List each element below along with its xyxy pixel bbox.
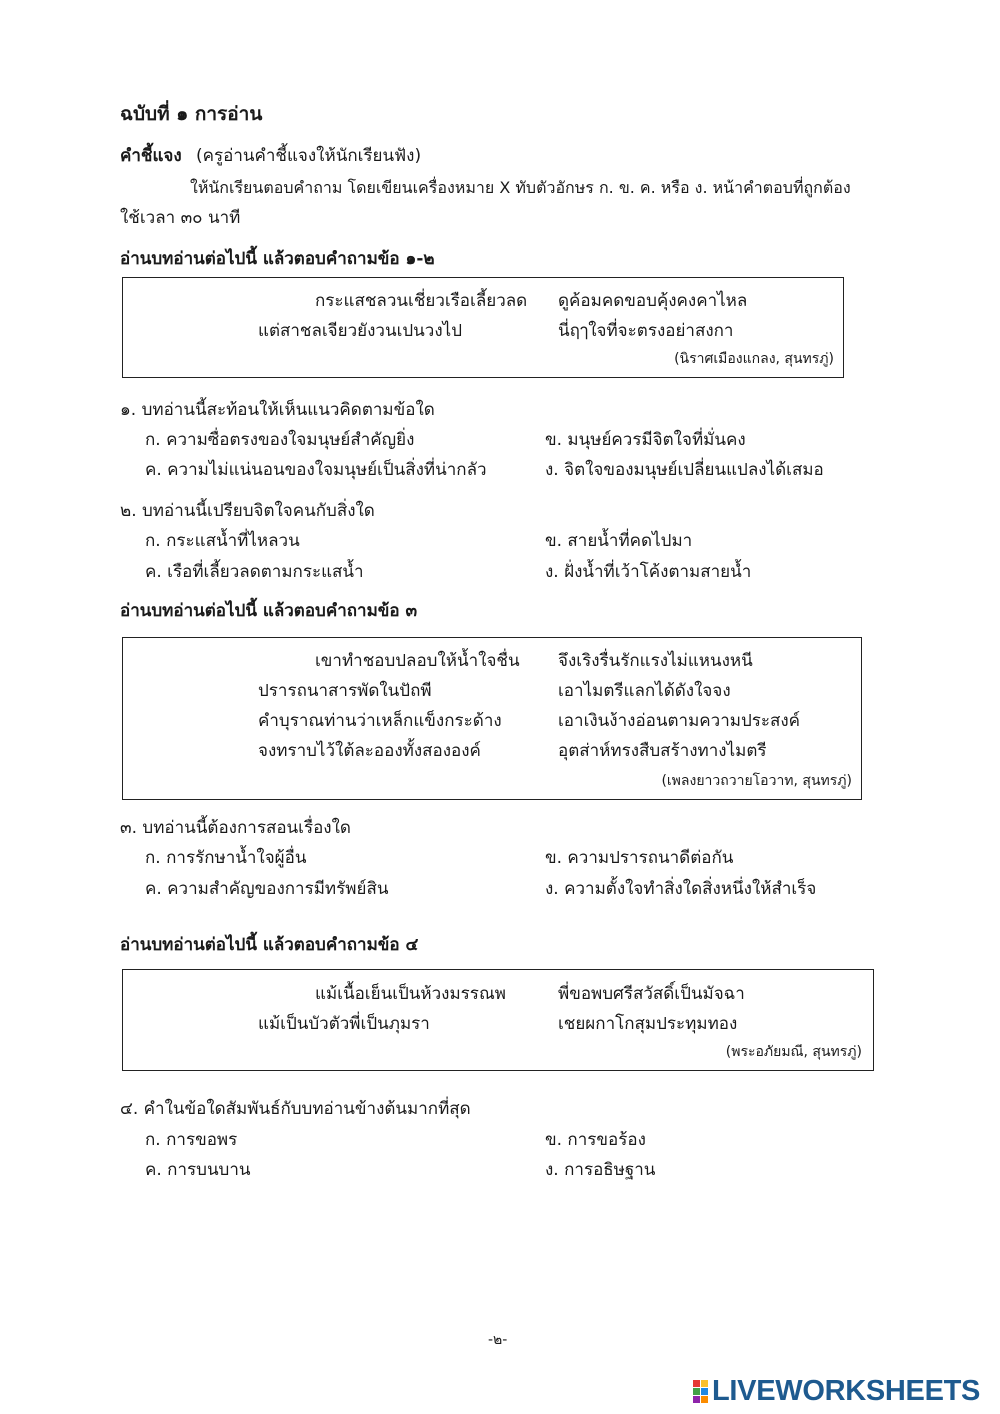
page-title: ฉบับที่ ๑ การอ่าน (120, 103, 263, 125)
poem-3-credit: (พระอภัยมณี, สุนทรภู่) (725, 1044, 862, 1060)
poem-1-line-2-a: แต่สาชลเจียวยังวนเปนวงไป (258, 321, 462, 341)
q1-choice-b[interactable]: ข. มนุษย์ควรมีจิตใจที่มั่นคง (545, 430, 746, 450)
instructions-line-1: ให้นักเรียนตอบคำถาม โดยเขียนเครื่องหมาย X ทับตัวอักษร ก. ข. ค. หรือ ง. หน้าคำตอบที่ถูกต้อง (190, 178, 851, 197)
q4-choice-b[interactable]: ข. การขอร้อง (545, 1130, 646, 1150)
q2-choice-c[interactable]: ค. เรือที่เลี้ยวลดตามกระแสน้ำ (145, 562, 364, 582)
poem-1-line-1-a: กระแสชลวนเชี่ยวเรือเลี้ยวลด (315, 291, 528, 311)
q4-choice-d[interactable]: ง. การอธิษฐาน (545, 1160, 656, 1180)
question-4: ๔. คำในข้อใดสัมพันธ์กับบทอ่านข้างต้นมากที่สุด (120, 1099, 471, 1119)
instructions-line-2: ใช้เวลา ๓๐ นาที (120, 208, 241, 228)
q2-choice-d[interactable]: ง. ฝั่งน้ำที่เว้าโค้งตามสายน้ำ (545, 562, 752, 582)
poem-3-line-2-a: แม้เป็นบัวตัวพี่เป็นภุมรา (258, 1014, 430, 1034)
poem-1-credit: (นิราศเมืองแกลง, สุนทรภู่) (674, 351, 834, 367)
question-1: ๑. บทอ่านนี้สะท้อนให้เห็นแนวคิดตามข้อใด (120, 400, 435, 420)
poem-3-line-1-a: แม้เนื้อเย็นเป็นห้วงมรรณพ (315, 984, 506, 1004)
q4-choice-c[interactable]: ค. การบนบาน (145, 1160, 251, 1180)
poem-2-line-4-a: จงทราบไว้ใต้ละอองทั้งสององค์ (258, 741, 481, 761)
section-1-heading: อ่านบทอ่านต่อไปนี้ แล้วตอบคำถามข้อ ๑-๒ (120, 249, 435, 269)
liveworksheets-logo[interactable] (693, 1376, 980, 1406)
poem-3-line-2-b: เชยผกาโกสุมประทุมทอง (558, 1014, 738, 1034)
q3-choice-d[interactable]: ง. ความตั้งใจทำสิ่งใดสิ่งหนึ่งให้สำเร็จ (545, 879, 817, 899)
question-2: ๒. บทอ่านนี้เปรียบจิตใจคนกับสิ่งใด (120, 501, 375, 521)
poem-2-line-3-b: เอาเงินง้างอ่อนตามความประสงค์ (558, 711, 801, 731)
poem-2-line-2-a: ปรารถนาสารพัดในปัถพี (258, 681, 432, 701)
q3-choice-c[interactable]: ค. ความสำคัญของการมีทรัพย์สิน (145, 879, 389, 899)
q2-choice-b[interactable]: ข. สายน้ำที่คดไปมา (545, 531, 693, 551)
q2-choice-a[interactable]: ก. กระแสน้ำที่ไหลวน (145, 531, 300, 551)
poem-3-line-1-b: พี่ขอพบศรีสวัสดิ์เป็นมัจฉา (558, 984, 745, 1004)
q1-choice-d[interactable]: ง. จิตใจของมนุษย์เปลี่ยนแปลงได้เสมอ (545, 460, 824, 480)
poem-2-line-3-a: คำบุราณท่านว่าเหล็กแข็งกระด้าง (258, 711, 502, 731)
page-number: -๒- (488, 1332, 508, 1348)
poem-2-line-1-b: จึงเริงรื่นรักแรงไม่แหนงหนี (558, 651, 753, 671)
section-2-heading: อ่านบทอ่านต่อไปนี้ แล้วตอบคำถามข้อ ๓ (120, 601, 418, 621)
q1-choice-c[interactable]: ค. ความไม่แน่นอนของใจมนุษย์เป็นสิ่งที่น่ากลัว (145, 460, 487, 480)
poem-1-line-2-b: นี่ฤๅใจที่จะตรงอย่าสงกา (558, 321, 734, 341)
instructions-label: คำชี้แจง (120, 146, 182, 166)
section-3-heading: อ่านบทอ่านต่อไปนี้ แล้วตอบคำถามข้อ ๔ (120, 935, 419, 955)
poem-2-line-2-b: เอาไมตรีแลกได้ดังใจจง (558, 681, 731, 701)
question-3: ๓. บทอ่านนี้ต้องการสอนเรื่องใด (120, 818, 351, 838)
q4-choice-a[interactable]: ก. การขอพร (145, 1130, 238, 1150)
poem-1-line-1-b: ดูค้อมคดขอบคุ้งคงคาไหล (558, 291, 748, 311)
liveworksheets-logo-icon (693, 1380, 708, 1403)
poem-2-line-1-a: เขาทำชอบปลอบให้น้ำใจชื่น (315, 651, 520, 671)
q3-choice-b[interactable]: ข. ความปรารถนาดีต่อกัน (545, 848, 734, 868)
instructions-note: (ครูอ่านคำชี้แจงให้นักเรียนฟัง) (196, 146, 422, 166)
poem-2-credit: (เพลงยาวถวายโอวาท, สุนทรภู่) (661, 773, 852, 789)
liveworksheets-logo-text: LIVEWORKSHEETS (712, 1374, 981, 1407)
q3-choice-a[interactable]: ก. การรักษาน้ำใจผู้อื่น (145, 848, 307, 868)
q1-choice-a[interactable]: ก. ความซื่อตรงของใจมนุษย์สำคัญยิ่ง (145, 430, 415, 450)
poem-2-line-4-b: อุตส่าห์ทรงสืบสร้างทางไมตรี (558, 741, 767, 761)
